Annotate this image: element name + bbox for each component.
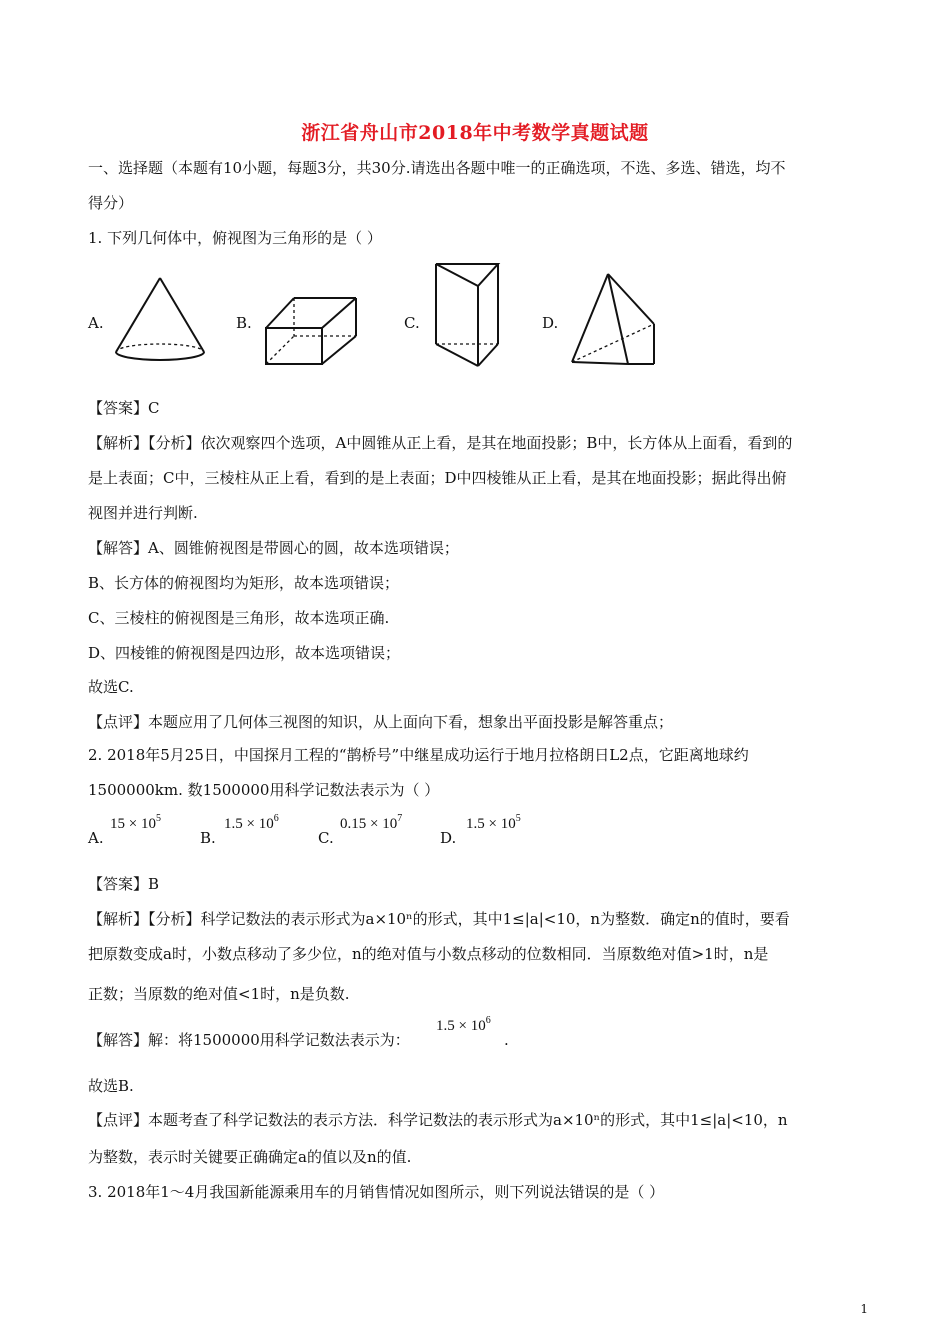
q2-option-b-label: B.	[200, 829, 216, 847]
q1-answer: 【答案】C	[88, 399, 160, 417]
q1-solution-line-5: 故选C.	[88, 678, 134, 696]
q2-solution-text: 【解答】解：将1500000用科学记数法表示为：	[88, 1031, 410, 1049]
q2-option-c-label: C.	[318, 829, 334, 847]
q2-comment-line-1: 【点评】本题考查了科学记数法的表示方法．科学记数法的表示形式为a×10ⁿ的形式，其中1≤|a|<10，n	[88, 1111, 788, 1129]
q2-option-b-value: $1.5 \times 10^6$	[224, 813, 279, 832]
question-1-stem: 1. 下列几何体中，俯视图为三角形的是（ ）	[88, 229, 382, 247]
q1-analysis-line-2: 是上表面；C中，三棱柱从正上看，看到的是上表面；D中四棱锥从正上看，是其在地面投影；据此得出俯	[88, 469, 787, 487]
q2-solution-end: .	[504, 1031, 509, 1049]
document-title: 浙江省舟山市2018年中考数学真题试题	[301, 122, 649, 144]
q2-analysis-line-1: 【解析】【分析】科学记数法的表示形式为a×10ⁿ的形式，其中1≤|a|<10，n为整数．确定n的值时，要看	[88, 910, 790, 928]
q1-solution-line-1: 【解答】A、圆锥俯视图是带圆心的圆，故本选项错误；	[88, 539, 459, 557]
q1-comment: 【点评】本题应用了几何体三视图的知识，从上面向下看，想象出平面投影是解答重点；	[88, 713, 674, 731]
page-number: 1	[860, 1302, 868, 1316]
q2-solution-value: $1.5 \times 10^6$	[436, 1015, 491, 1034]
section-heading-line-1: 一、选择题（本题有10小题，每题3分，共30分.请选出各题中唯一的正确选项，不选、多选、错选，均不	[88, 159, 786, 177]
question-2-stem-line-1: 2. 2018年5月25日，中国探月工程的“鹊桥号”中继星成功运行于地月拉格朗日L2点，它距离地球约	[88, 746, 749, 764]
q2-answer: 【答案】B	[88, 875, 160, 893]
option-b-label: B.	[236, 314, 252, 332]
q1-solution-line-2: B、长方体的俯视图均为矩形，故本选项错误；	[88, 574, 400, 592]
q2-option-c-value: $0.15 \times 10^7$	[340, 813, 403, 832]
q2-option-d-label: D.	[440, 829, 457, 847]
option-c-label: C.	[404, 314, 420, 332]
option-a-label: A.	[88, 314, 104, 332]
q2-option-a-label: A.	[88, 829, 104, 847]
question-2-stem-line-2: 1500000km. 数1500000用科学记数法表示为（ ）	[88, 781, 440, 799]
q1-solution-line-3: C、三棱柱的俯视图是三角形，故本选项正确.	[88, 609, 390, 627]
section-heading-line-2: 得分）	[88, 194, 134, 212]
q2-analysis-line-3: 正数；当原数的绝对值<1时，n是负数.	[88, 985, 350, 1003]
q1-solution-line-4: D、四棱锥的俯视图是四边形，故本选项错误；	[88, 644, 401, 662]
q1-analysis-line-3: 视图并进行判断.	[88, 504, 198, 522]
cuboid-figure	[262, 282, 362, 368]
q2-option-d-value: $1.5 \times 10^5$	[466, 813, 521, 832]
option-d-label: D.	[542, 314, 559, 332]
square-pyramid-figure	[566, 268, 660, 368]
triangular-prism-figure	[428, 260, 504, 370]
q2-analysis-line-2: 把原数变成a时，小数点移动了多少位，n的绝对值与小数点移动的位数相同．当原数绝对值>1时，n是	[88, 945, 769, 963]
q2-choose: 故选B.	[88, 1077, 134, 1095]
q2-option-a-value: $15 \times 10^5$	[110, 813, 161, 832]
q2-comment-line-2: 为整数，表示时关键要正确确定a的值以及n的值.	[88, 1148, 412, 1166]
cone-figure	[108, 272, 212, 368]
question-3-stem: 3. 2018年1～4月我国新能源乘用车的月销售情况如图所示，则下列说法错误的是（ ）	[88, 1183, 665, 1201]
q1-analysis-line-1: 【解析】【分析】依次观察四个选项，A中圆锥从正上看，是其在地面投影；B中，长方体从上面看，看到的	[88, 434, 793, 452]
